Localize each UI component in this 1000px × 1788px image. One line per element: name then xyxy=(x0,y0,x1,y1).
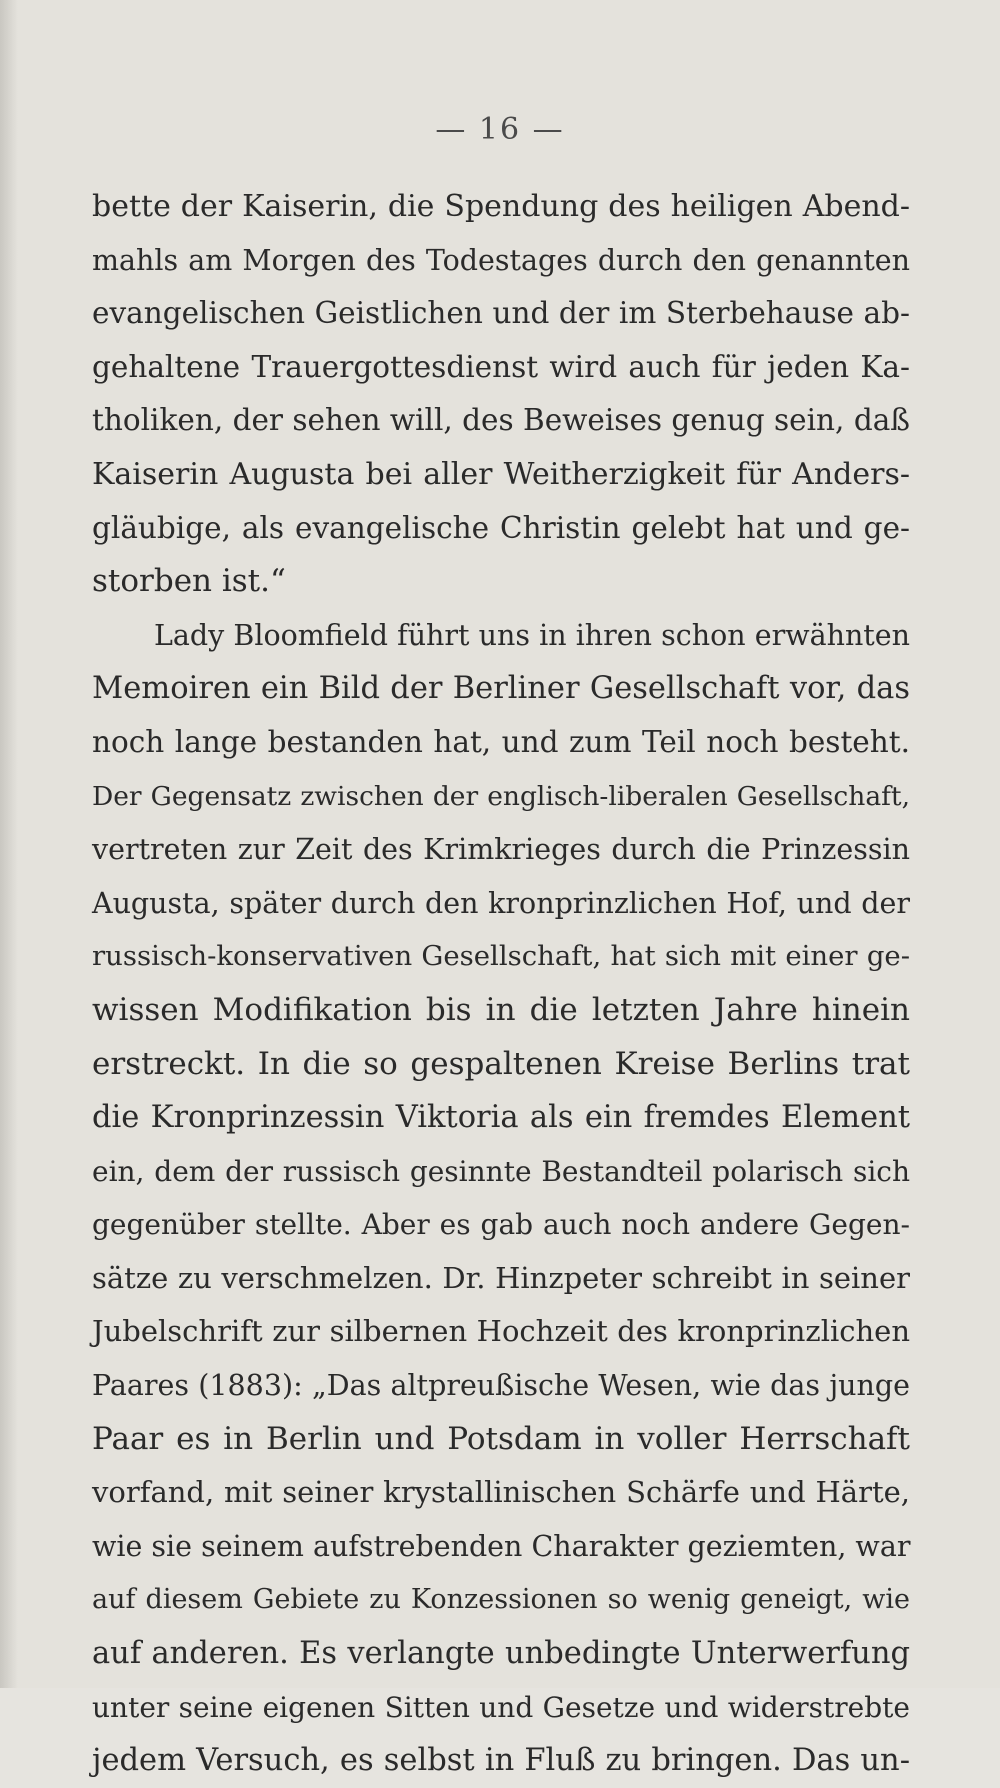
text-line: gläubige, als evangelische Christin gelebt hat und ge- xyxy=(92,510,910,545)
text-line: Lady Bloomfield führt uns in ihren schon erwähnten xyxy=(154,618,910,652)
text-line: tholiken, der sehen will, des Beweises genug sein, daß xyxy=(92,403,910,438)
text-line: gegenüber stellte. Aber es gab auch noch andere Gegen- xyxy=(92,1208,910,1242)
text-line: erstreckt. In die so gespaltenen Kreise Berlins trat xyxy=(92,1045,910,1082)
text-line: gehaltene Trauergottesdienst wird auch für jeden Ka- xyxy=(92,349,910,384)
text-line: Kaiserin Augusta bei aller Weitherzigkeit für Anders- xyxy=(92,456,910,492)
text-line: russisch-konservativen Gesellschaft, hat sich mit einer ge- xyxy=(92,940,910,973)
text-line: wie sie seinem aufstrebenden Charakter geziemten, war xyxy=(92,1529,911,1563)
text-line: Paares (1883): „Das altpreußische Wesen, wie das junge xyxy=(92,1369,910,1403)
text-line: vertreten zur Zeit des Krimkrieges durch die Prinzessin xyxy=(92,833,910,867)
page-number: — 16 — xyxy=(435,112,565,147)
text-line: storben ist.“ xyxy=(92,563,286,600)
text-line: jedem Versuch, es selbst in Fluß zu bringen. Das un- xyxy=(92,1743,910,1779)
text-line: unter seine eigenen Sitten und Gesetze und widerstrebte xyxy=(92,1690,910,1724)
text-line: auf diesem Gebiete zu Konzessionen so wenig geneigt, wie xyxy=(92,1584,910,1616)
text-line: sätze zu verschmelzen. Dr. Hinzpeter schreibt in seiner xyxy=(92,1260,910,1295)
text-line: die Kronprinzessin Viktoria als ein fremdes Element xyxy=(92,1100,910,1136)
text-line: evangelischen Geistlichen und der im Sterbehause ab- xyxy=(92,296,910,331)
text-line: noch lange bestanden hat, und zum Teil noch besteht. xyxy=(92,724,910,759)
spine-shadow xyxy=(0,0,18,1688)
text-line: wissen Modifikation bis in die letzten Jahre hinein xyxy=(92,991,910,1028)
text-line: bette der Kaiserin, die Spendung des heiligen Abend- xyxy=(92,189,910,224)
text-line: Jubelschrift zur silbernen Hochzeit des kronprinzlichen xyxy=(92,1314,910,1349)
text-line: Der Gegensatz zwischen der englisch-liberalen Gesellschaft, xyxy=(92,780,910,812)
text-line: vorfand, mit seiner krystallinischen Schärfe und Härte, xyxy=(92,1475,910,1510)
text-line: ein, dem der russisch gesinnte Bestandteil polarisch sich xyxy=(92,1154,910,1188)
text-line: mahls am Morgen des Todestages durch den genannten xyxy=(92,243,910,277)
text-line: Memoiren ein Bild der Berliner Gesellschaft vor, das xyxy=(92,671,910,707)
text-line: Paar es in Berlin und Potsdam in voller Herrschaft xyxy=(92,1420,910,1457)
text-line: auf anderen. Es verlangte unbedingte Unterwerfung xyxy=(92,1636,910,1672)
text-line: Augusta, später durch den kronprinzlichen Hof, und der xyxy=(92,886,910,920)
body-text xyxy=(92,180,910,1788)
